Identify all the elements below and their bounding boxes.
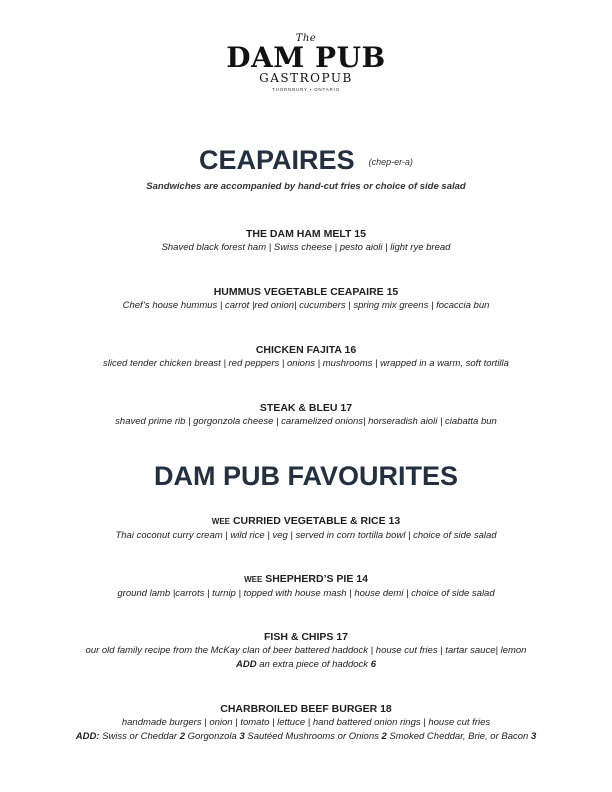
logo-subtitle: GASTROPUB <box>259 71 353 85</box>
menu-item <box>0 401 612 429</box>
logo <box>0 34 612 92</box>
section-title-favourites: DAM PUB FAVOURITES <box>153 461 458 491</box>
item-title: SHEPHERD’S PIE 14 <box>265 573 368 585</box>
addon-label: ADD: <box>75 731 100 742</box>
addon-label: ADD <box>236 659 257 670</box>
item-name: CHICKEN FAJITA 16 <box>255 344 357 356</box>
item-name <box>0 514 612 529</box>
addon-price: 2 <box>381 731 387 742</box>
logo-name: DAM PUB <box>226 41 386 74</box>
item-description: sliced tender chicken breast | red peppers | onions | mushrooms | wrapped in a warm, soft tortilla <box>103 358 509 369</box>
menu-item <box>0 227 612 255</box>
item-name: CHARBROILED BEEF BURGER 18 <box>220 703 392 715</box>
addon-text: Sautéed Mushrooms or Onions <box>244 731 382 742</box>
item-name <box>0 572 612 587</box>
menu-item <box>0 702 612 744</box>
ceapaires-heading: CEAPAIRES <box>199 145 355 175</box>
addon-price: 3 <box>239 731 245 742</box>
addon-text: Gorgonzola <box>185 731 240 742</box>
item-name: THE DAM HAM MELT 15 <box>246 228 366 240</box>
item-name: HUMMUS VEGETABLE CEAPAIRE 15 <box>213 286 399 298</box>
addon-price: 2 <box>179 731 186 742</box>
item-title: CURRIED VEGETABLE & RICE 13 <box>232 515 401 527</box>
item-description: handmade burgers | onion | tomato | lettuce | hand battered onion rings | house cut fries <box>121 717 491 728</box>
item-prefix: WEE <box>211 517 231 526</box>
item-description: Thai coconut curry cream | wild rice | veg | served in corn tortilla bowl | choice of side salad <box>115 530 497 541</box>
addon-price: 6 <box>370 659 376 670</box>
item-description: shaved prime rib | gorgonzola cheese | caramelized onions| horseradish aioli | ciabatta bun <box>115 416 497 427</box>
section-title-ceapaires <box>0 145 612 176</box>
item-name: STEAK & BLEU 17 <box>259 402 353 414</box>
item-description: ground lamb |carrots | turnip | topped with house mash | house demi | choice of side salad <box>117 588 495 599</box>
item-description: Shaved black forest ham | Swiss cheese | pesto aioli | light rye bread <box>161 242 451 253</box>
section-note: Sandwiches are accompanied by hand-cut fries or choice of side salad <box>146 181 466 192</box>
item-addon <box>0 730 612 744</box>
pronunciation: (chep-er-a) <box>368 156 413 167</box>
addon-text: Swiss or Cheddar <box>99 731 180 742</box>
logo-location: THORNBURY • ONTARIO <box>272 87 340 92</box>
item-addon <box>0 658 612 672</box>
item-name: FISH & CHIPS 17 <box>263 631 349 643</box>
addon-price: 3 <box>530 731 537 742</box>
menu-item <box>0 514 612 543</box>
menu-item <box>0 343 612 371</box>
item-description: Chef’s house hummus | carrot |red onion| cucumbers | spring mix greens | focaccia bun <box>122 300 490 311</box>
logo-the: The <box>295 33 317 44</box>
menu-item <box>0 285 612 313</box>
menu-item <box>0 630 612 672</box>
item-prefix: WEE <box>244 575 263 584</box>
addon-text: Smoked Cheddar, Brie, or Bacon <box>386 731 531 742</box>
menu-item <box>0 572 612 601</box>
addon-text: an extra piece of haddock <box>256 659 371 670</box>
item-description: our old family recipe from the McKay clan of beer battered haddock | house cut fries | tartar sauce| lemon <box>85 645 527 656</box>
